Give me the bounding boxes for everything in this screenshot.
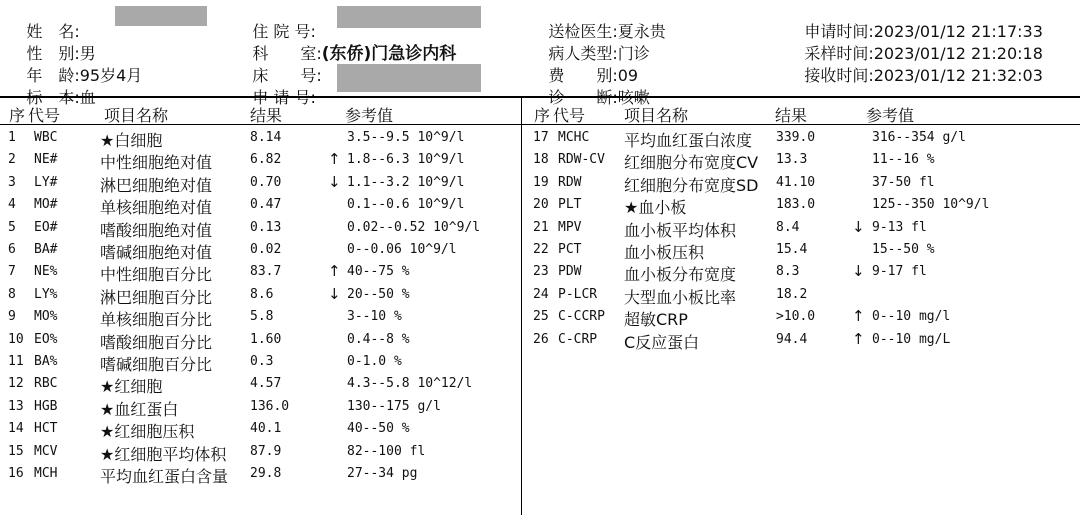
row-reference: 1.8--6.3 10^9/l (347, 152, 465, 168)
row-code: PCT (558, 242, 582, 257)
row-result: 41.10 (776, 174, 816, 190)
row-code: WBC (34, 130, 58, 145)
col-name-header-right: 项目名称 (624, 106, 689, 125)
patient-type-label: 病人类型: (548, 44, 618, 63)
row-seq: 21 (533, 219, 549, 235)
abnormal-flag-icon: ↑ (852, 329, 865, 348)
row-reference: 0.1--0.6 10^9/l (347, 197, 465, 213)
col-name-header: 项目名称 (104, 106, 169, 125)
diagnosis-value: 咳嗽 (617, 88, 650, 107)
doctor-value: 夏永贵 (617, 22, 666, 41)
row-code: LY# (34, 174, 58, 190)
row-code: EO# (34, 219, 58, 235)
request-no-label: 申 请 号: (252, 88, 316, 107)
sex-value: 男 (79, 44, 96, 63)
age-label: 年 龄: (26, 66, 80, 85)
department-value: (东侨)门急诊内科 (321, 44, 457, 64)
row-seq: 9 (8, 309, 16, 325)
row-reference: 40--75 % (347, 264, 410, 280)
row-result: 183.0 (776, 197, 816, 213)
row-name: 单核细胞百分比 (100, 310, 213, 330)
row-reference: 9-13 fl (872, 219, 927, 235)
row-seq: 18 (533, 152, 549, 168)
row-name: ★血小板 (624, 198, 687, 218)
row-result: 8.6 (250, 286, 274, 302)
row-code: MCHC (558, 130, 590, 145)
row-reference: 130--175 g/l (347, 398, 441, 414)
abnormal-flag-icon: ↓ (328, 284, 341, 303)
row-seq: 10 (8, 331, 24, 347)
fee-type-value: 09 (617, 66, 639, 85)
row-code: HCT (34, 421, 58, 437)
row-seq: 4 (8, 197, 16, 213)
row-seq: 19 (533, 174, 549, 190)
row-reference: 0-1.0 % (347, 354, 402, 369)
row-reference: 9-17 fl (872, 264, 927, 280)
row-name: 超敏CRP (624, 310, 688, 330)
row-code: PLT (558, 197, 582, 213)
row-code: P-LCR (558, 286, 598, 302)
row-seq: 22 (533, 242, 549, 257)
row-result: 0.47 (250, 197, 282, 213)
row-name: 淋巴细胞百分比 (100, 287, 213, 307)
row-seq: 26 (533, 331, 549, 347)
row-seq: 2 (8, 152, 16, 168)
row-code: MO# (34, 197, 58, 213)
row-code: MO% (34, 309, 58, 325)
row-reference: 0--10 mg/L (872, 331, 951, 347)
age-value: 95岁4月 (79, 66, 143, 85)
row-name: ★白细胞 (100, 131, 163, 150)
row-seq: 24 (533, 286, 549, 302)
row-code: BA# (34, 242, 58, 257)
col-code-header-right: 代号 (553, 106, 586, 125)
row-result: 1.60 (250, 331, 282, 347)
row-reference: 15--50 % (872, 242, 935, 257)
name-label: 姓 名: (26, 22, 80, 41)
row-name: ★红细胞压积 (100, 422, 195, 442)
row-name: 红细胞分布宽度CV (624, 153, 759, 173)
row-reference: 3.5--9.5 10^9/l (347, 130, 465, 145)
fee-type-label: 费 别: (548, 66, 618, 85)
row-name: 血小板平均体积 (624, 220, 737, 240)
row-result: 18.2 (776, 286, 808, 302)
row-seq: 15 (8, 443, 24, 459)
col-result-header: 结果 (250, 106, 283, 125)
row-reference: 37-50 fl (872, 174, 935, 190)
row-seq: 1 (8, 130, 16, 145)
row-code: RDW-CV (558, 152, 605, 168)
row-seq: 14 (8, 421, 24, 437)
row-name: 平均血红蛋白浓度 (624, 131, 753, 150)
specimen-label: 标 本: (26, 88, 80, 107)
abnormal-flag-icon: ↑ (328, 150, 341, 169)
row-name: 血小板分布宽度 (624, 265, 737, 285)
row-seq: 12 (8, 376, 24, 392)
request-no-redaction (337, 64, 481, 92)
row-name: ★红细胞 (100, 377, 163, 397)
row-code: HGB (34, 398, 58, 414)
header-divider (0, 96, 1080, 98)
row-result: 13.3 (776, 152, 808, 168)
specimen-value: 血 (79, 88, 96, 107)
row-seq: 13 (8, 398, 24, 414)
row-seq: 23 (533, 264, 549, 280)
sex-label: 性 别: (26, 44, 80, 63)
row-result: 6.82 (250, 152, 282, 168)
row-name: 大型血小板比率 (624, 287, 737, 307)
receive-time-value: 2023/01/12 21:32:03 (873, 66, 1043, 85)
col-result-header-right: 结果 (775, 106, 808, 125)
row-result: 0.13 (250, 219, 282, 235)
row-name: 红细胞分布宽度SD (624, 175, 759, 195)
row-reference: 1.1--3.2 10^9/l (347, 174, 465, 190)
row-result: 83.7 (250, 264, 282, 280)
col-code-header: 代号 (28, 106, 61, 125)
row-result: 0.3 (250, 354, 274, 369)
row-result: 29.8 (250, 466, 282, 481)
row-code: RDW (558, 174, 582, 190)
row-reference: 0--10 mg/l (872, 309, 951, 325)
row-name: 单核细胞绝对值 (100, 198, 213, 218)
row-reference: 11--16 % (872, 152, 935, 168)
row-name: 中性细胞百分比 (100, 265, 213, 285)
row-reference: 125--350 10^9/l (872, 197, 990, 213)
row-code: MCH (34, 466, 58, 481)
row-result: 94.4 (776, 331, 808, 347)
row-name: 血小板压积 (624, 243, 705, 262)
row-name: C反应蛋白 (624, 332, 700, 352)
row-result: 339.0 (776, 130, 816, 145)
col-seq-header-right: 序 (534, 106, 551, 125)
row-code: C-CRP (558, 331, 598, 347)
row-result: 0.70 (250, 174, 282, 190)
row-reference: 316--354 g/l (872, 130, 966, 145)
receive-time-label: 接收时间: (804, 66, 874, 85)
inpatient-no-redaction (337, 6, 481, 28)
abnormal-flag-icon: ↓ (328, 172, 341, 191)
abnormal-flag-icon: ↑ (852, 307, 865, 326)
row-result: >10.0 (776, 309, 816, 325)
row-seq: 5 (8, 219, 16, 235)
row-code: RBC (34, 376, 58, 392)
row-code: BA% (34, 354, 58, 369)
row-result: 0.02 (250, 242, 282, 257)
col-reference-header-right: 参考值 (866, 106, 915, 125)
row-code: EO% (34, 331, 58, 347)
abnormal-flag-icon: ↓ (852, 217, 865, 236)
receive-time-field (784, 50, 1043, 101)
row-result: 5.8 (250, 309, 274, 325)
sample-time-value: 2023/01/12 21:20:18 (873, 44, 1043, 63)
row-reference: 40--50 % (347, 421, 410, 437)
row-code: NE% (34, 264, 58, 280)
patient-type-value: 门诊 (617, 44, 650, 63)
row-name: 平均血红蛋白含量 (100, 467, 229, 486)
row-name: ★血红蛋白 (100, 399, 179, 419)
row-result: 8.3 (776, 264, 800, 280)
row-result: 8.14 (250, 130, 282, 145)
doctor-label: 送检医生: (548, 22, 618, 41)
row-result: 136.0 (250, 398, 290, 414)
row-name: 淋巴细胞绝对值 (100, 175, 213, 195)
row-reference: 4.3--5.8 10^12/l (347, 376, 473, 392)
table-split-divider (521, 97, 522, 515)
row-seq: 7 (8, 264, 16, 280)
row-name: 嗜碱细胞百分比 (100, 355, 213, 374)
row-name: 嗜酸细胞绝对值 (100, 220, 213, 240)
sample-time-label: 采样时间: (804, 44, 874, 63)
row-name: ★红细胞平均体积 (100, 444, 227, 464)
row-code: MPV (558, 219, 582, 235)
row-reference: 0.4--8 % (347, 331, 410, 347)
department-label: 科 室: (252, 44, 322, 63)
row-seq: 16 (8, 466, 24, 481)
col-seq-header: 序 (9, 106, 26, 125)
diagnosis-label: 诊 断: (548, 88, 618, 107)
col-reference-header: 参考值 (345, 106, 394, 125)
row-reference: 0--0.06 10^9/l (347, 242, 457, 257)
row-seq: 8 (8, 286, 16, 302)
row-name: 中性细胞绝对值 (100, 153, 213, 173)
inpatient-no-label: 住 院 号: (252, 22, 316, 41)
row-seq: 3 (8, 174, 16, 190)
row-result: 8.4 (776, 219, 800, 235)
row-result: 15.4 (776, 242, 808, 257)
row-code: C-CCRP (558, 309, 605, 325)
row-result: 87.9 (250, 443, 282, 459)
row-reference: 27--34 pg (347, 466, 418, 481)
row-reference: 82--100 fl (347, 443, 426, 459)
row-code: PDW (558, 264, 582, 280)
name-redaction (115, 6, 207, 26)
row-reference: 3--10 % (347, 309, 402, 325)
abnormal-flag-icon: ↑ (328, 262, 341, 281)
row-seq: 25 (533, 309, 549, 325)
bed-no-label: 床 号: (252, 66, 322, 85)
row-seq: 6 (8, 242, 16, 257)
row-code: NE# (34, 152, 58, 168)
row-seq: 11 (8, 354, 24, 369)
abnormal-flag-icon: ↓ (852, 262, 865, 281)
row-seq: 17 (533, 130, 549, 145)
request-time-value: 2023/01/12 21:17:33 (873, 22, 1043, 41)
row-name: 嗜碱细胞绝对值 (100, 243, 213, 262)
row-result: 4.57 (250, 376, 282, 392)
row-reference: 0.02--0.52 10^9/l (347, 219, 481, 235)
row-reference: 20--50 % (347, 286, 410, 302)
row-name: 嗜酸细胞百分比 (100, 332, 213, 352)
row-code: LY% (34, 286, 58, 302)
row-seq: 20 (533, 197, 549, 213)
row-result: 40.1 (250, 421, 282, 437)
row-code: MCV (34, 443, 58, 459)
request-time-label: 申请时间: (804, 22, 874, 41)
